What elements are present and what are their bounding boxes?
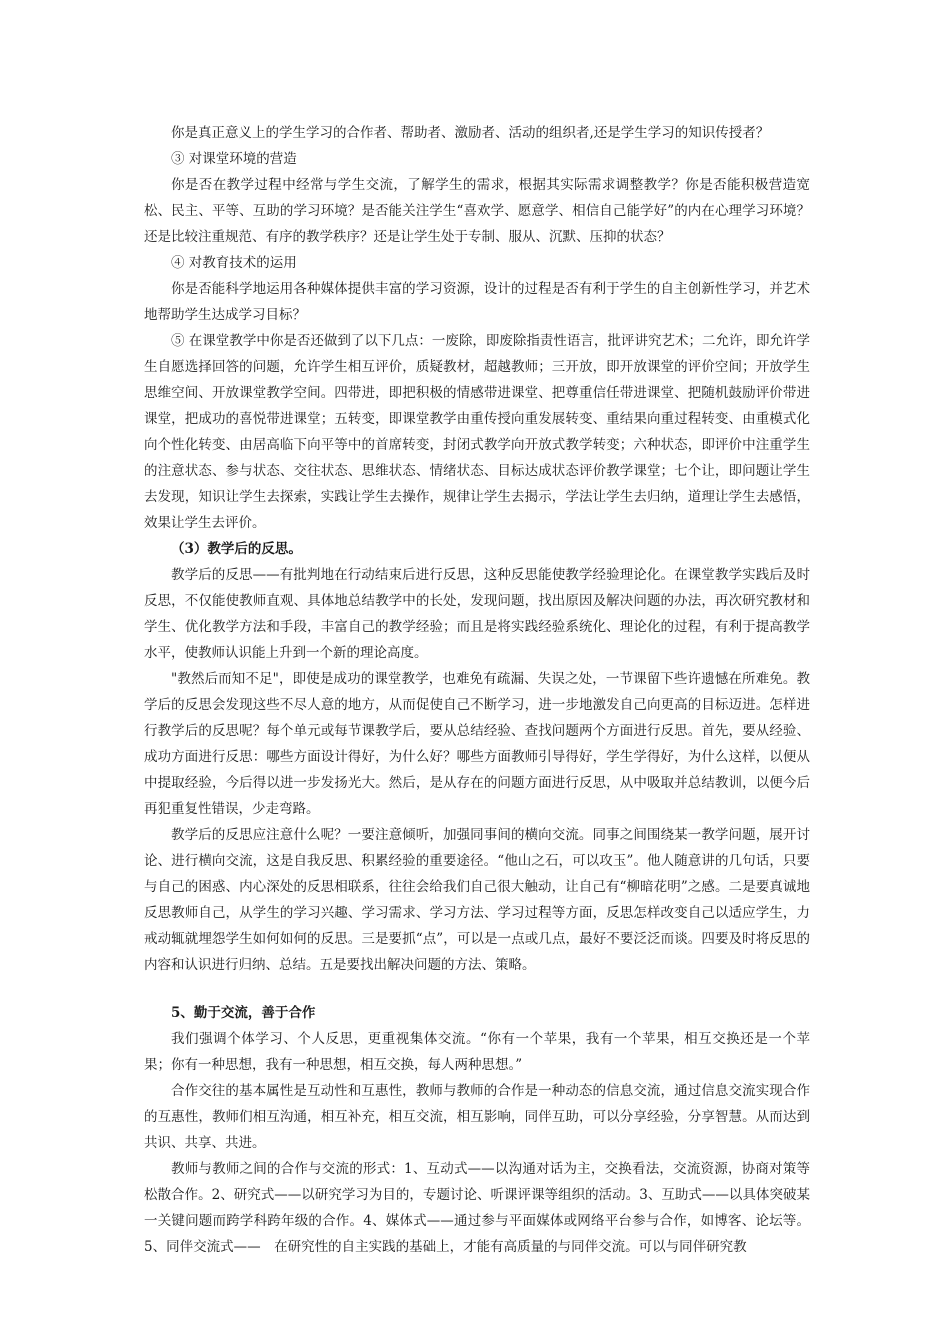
paragraph-post-teaching-method: "教然后而知不足"，即使是成功的课堂教学，也难免有疏漏、失误之处，一节课留下些许遗憾在所难免。教学后的反思会发现这些不尽人意的地方，从而促使自己不断学习，进一步地激发自己向更高的目标迈进。怎样进行教学后的反思呢？每个单元或每节课教学后，要从总结经验、查找问题两个方面进行反思。首先，要从经验、成功方面进行反思：哪些方面设计得好，为什么好？哪些方面教师引导得好，学生学得好，为什么这样，以便从中提取经验，今后得以进一步发扬光大。然后，是从存在的问题方面进行反思，从中吸取并总结教训，以便今后再犯重复性错误，少走弯路。 bbox=[144, 671, 810, 817]
paragraph-role-question: 你是真正意义上的学生学习的合作者、帮助者、激励者、活动的组织者,还是学生学习的知识传授者？ bbox=[171, 125, 770, 141]
paragraph-post-teaching-definition: 教学后的反思——有批判地在行动结束后进行反思，这种反思能使教学经验理论化。在课堂教学实践后及时反思，不仅能使教师直观、具体地总结教学中的长处，发现问题，找出原因及解决问题的办法，再次研究教材和学生、优化教学方法和手段，丰富自己的教学经验；而且是将实践经验系统化、理论化的过程，有利于提高教学水平，使教师认识能上升到一个新的理论高度。 bbox=[144, 567, 810, 661]
paragraph-post-teaching-notes: 教学后的反思应注意什么呢？一要注意倾听，加强同事间的横向交流。同事之间围绕某一教学问题，展开讨论、进行横向交流，这是自我反思、积累经验的重要途径。“他山之石，可以攻玉”。他人随意讲的几句话，只要与自己的困惑、内心深处的反思相联系，往往会给我们自己很大触动，让自己有“柳暗花明”之感。二是要真诚地反思教师自己，从学生的学习兴趣、学习需求、学习方法、学习过程等方面，反思怎样改变自己以适应学生，力戒动辄就埋怨学生如何如何的反思。三是要抓“点”，可以是一点或几点，最好不要泛泛而谈。四要及时将反思的内容和认识进行归纳、总结。五是要找出解决问题的方法、策略。 bbox=[144, 827, 810, 973]
paragraph-cooperation-forms: 教师与教师之间的合作与交流的形式：1、互动式——以沟通对话为主，交换看法，交流资源，协商对策等松散合作。2、研究式——以研究学习为目的，专题讨论、听课评课等组织的活动。3、互助式——以具体突破某一关键问题而跨学科跨年级的合作。4、媒体式——通过参与平面媒体或网络平台参与合作，如博客、论坛等。5、同伴交流式—— 在研究性的自主实践的基础上，才能有高质量的与同伴交流。可以与同伴研究教 bbox=[144, 1161, 810, 1255]
paragraph-cooperation-attributes: 合作交往的基本属性是互动性和互惠性，教师与教师的合作是一种动态的信息交流，通过信息交流实现合作的互惠性，教师们相互沟通，相互补充，相互交流，相互影响，同伴互助，可以分享经验，分享智慧。从而达到共识、共享、共进。 bbox=[144, 1083, 810, 1151]
subheading-education-technology: ④ 对教育技术的运用 bbox=[171, 255, 297, 271]
document-page bbox=[144, 120, 810, 1260]
section-spacer bbox=[144, 978, 810, 1000]
paragraph-collective-exchange: 我们强调个体学习、个人反思，更重视集体交流。“你有一个苹果，我有一个苹果，相互交换还是一个苹果；你有一种思想，我有一种思想，相互交换，每人两种思想。” bbox=[144, 1031, 810, 1073]
paragraph-classroom-practices: ⑤ 在课堂教学中你是否还做到了以下几点：一废除，即废除指责性语言，批评讲究艺术；二允许，即允许学生自愿选择回答的问题，允许学生相互评价，质疑教材，超越教师；三开放，即开放课堂的评价空间；开放学生思维空间、开放课堂教学空间。四带进，即把积极的情感带进课堂、把尊重信任带进课堂、把随机鼓励评价带进课堂，把成功的喜悦带进课堂；五转变，即课堂教学由重传授向重发展转变、重结果向重过程转变、由重模式化向个性化转变、由居高临下向平等中的首席转变，封闭式教学向开放式教学转变；六种状态，即评价中注重学生的注意状态、参与状态、交往状态、思维状态、情绪状态、目标达成状态评价教学课堂；七个让，即问题让学生去发现，知识让学生去探索，实践让学生去操作，规律让学生去揭示，学法让学生去归纳，道理让学生去感悟，效果让学生去评价。 bbox=[144, 333, 810, 531]
subheading-classroom-environment: ③ 对课堂环境的营造 bbox=[171, 151, 297, 167]
heading-post-teaching-reflection: （3）教学后的反思。 bbox=[171, 541, 302, 557]
paragraph-classroom-environment: 你是否在教学过程中经常与学生交流，了解学生的需求，根据其实际需求调整教学？你是否能积极营造宽松、民主、平等、互助的学习环境？是否能关注学生“喜欢学、愿意学、相信自己能学好”的内在心理学习环境？还是比较注重规范、有序的教学秩序？还是让学生处于专制、服从、沉默、压抑的状态？ bbox=[144, 177, 810, 245]
heading-communication-cooperation: 5、勤于交流，善于合作 bbox=[171, 1005, 316, 1021]
paragraph-education-technology: 你是否能科学地运用各种媒体提供丰富的学习资源，设计的过程是否有利于学生的自主创新性学习，并艺术地帮助学生达成学习目标？ bbox=[144, 281, 810, 323]
